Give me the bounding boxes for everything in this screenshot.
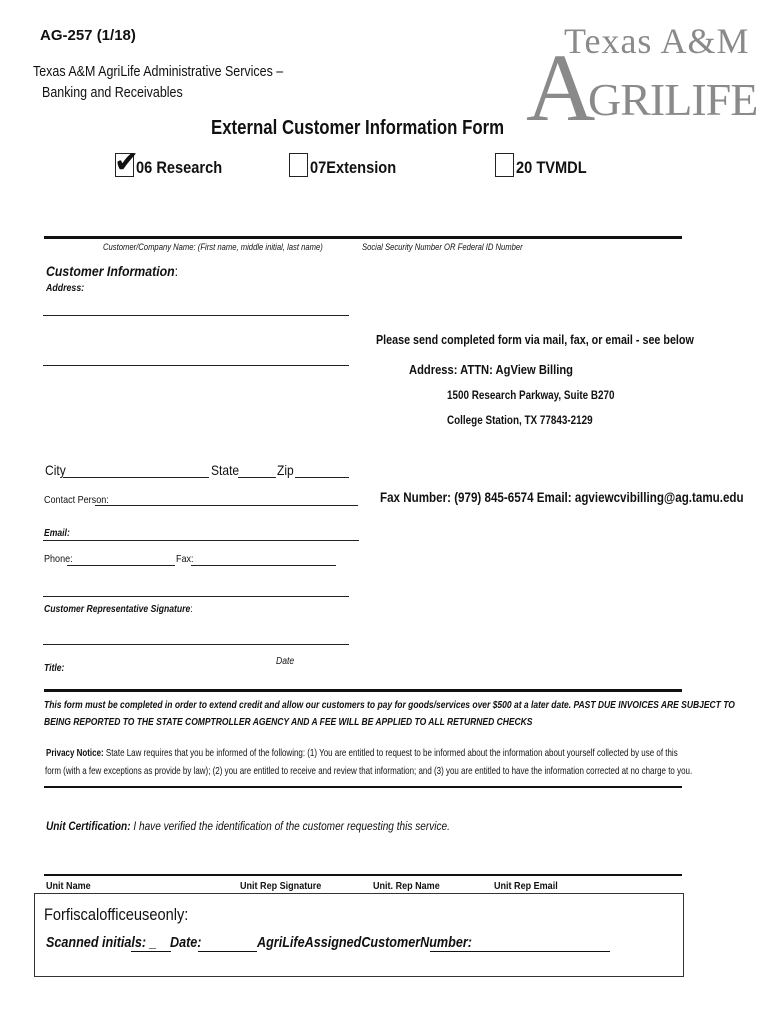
city-field[interactable] [63, 477, 209, 478]
unit-table-top-line [44, 874, 682, 876]
state-label: State [211, 462, 240, 478]
contact-field[interactable] [95, 505, 358, 506]
date-label: Date [276, 656, 295, 667]
checkbox-tvmdl[interactable] [495, 153, 514, 177]
unit-col-name: Unit Name [46, 880, 91, 892]
email-label: Email: [44, 528, 70, 539]
scanned-initials-field[interactable] [131, 951, 171, 952]
fiscal-date-field[interactable] [198, 951, 257, 952]
email-field[interactable] [43, 540, 359, 541]
fax-email-line: Fax Number: (979) 845-6574 Email: agviewcvibilling@ag.tamu.edu [380, 490, 744, 505]
unit-col-signature: Unit Rep Signature [240, 880, 322, 892]
unit-col-rep-email: Unit Rep Email [494, 880, 558, 892]
signature-caption [44, 604, 193, 615]
signature-field[interactable] [43, 644, 349, 645]
signature-colon: : [190, 604, 193, 615]
signature-label: Customer Representative Signature [44, 604, 191, 615]
contact-label: Contact Person: [44, 494, 109, 506]
customer-number-field[interactable] [430, 951, 610, 952]
mail-instruction: Please send completed form via mail, fax, or email - see below [376, 333, 694, 347]
fiscal-date-label: Date: [170, 934, 202, 951]
address-label: Address: [46, 283, 85, 294]
mail-address-line-1: Address: ATTN: AgView Billing [409, 362, 573, 377]
checkbox-extension[interactable] [289, 153, 308, 177]
logo-big-a: A [526, 34, 596, 141]
scanned-initials-label: Scanned initials: _ [46, 934, 157, 951]
mail-address-line-2: 1500 Research Parkway, Suite B270 [447, 390, 615, 402]
customer-info-heading [46, 263, 178, 279]
logo-top-text: Texas A&M [564, 21, 750, 61]
zip-label: Zip [277, 462, 294, 478]
title-label: Title: [44, 663, 65, 674]
dept-label-research: 06 Research [136, 158, 223, 177]
privacy-notice-line-2: form (with a few exceptions as provide by law); (2) you are entitled to receive and review that information; and (3) you are entitled to have the information corrected at no charge to you. [45, 765, 693, 777]
fax-label: Fax: [176, 553, 194, 565]
fax-field[interactable] [191, 565, 336, 566]
signature-line-top[interactable] [43, 596, 349, 597]
credit-notice-line-2: BEING REPORTED TO THE STATE COMPTROLLER AGENCY AND A FEE WILL BE APPLIED TO ALL RETURNED CHECKS [44, 717, 533, 728]
notice-divider [44, 689, 682, 692]
credit-notice-line-1: This form must be completed in order to extend credit and allow our customers to pay for goods/services over $500 at a later date. PAST DUE INVOICES ARE SUBJECT TO [44, 700, 735, 711]
name-line[interactable] [44, 236, 682, 239]
unit-cert-line [46, 819, 450, 833]
zip-field[interactable] [295, 477, 349, 478]
address-line-1[interactable] [43, 315, 349, 316]
dept-label-extension: 07Extension [310, 158, 397, 177]
mail-address-line-3: College Station, TX 77843-2129 [447, 415, 593, 427]
form-number: AG-257 (1/18) [40, 27, 136, 44]
form-title: External Customer Information Form [211, 117, 505, 139]
address-line-2[interactable] [43, 365, 349, 366]
agrilife-logo [526, 20, 758, 141]
name-caption: Customer/Company Name: (First name, middle initial, last name) [103, 242, 323, 252]
unit-cert-label: Unit Certification: [46, 819, 131, 833]
org-line-2: Banking and Receivables [42, 85, 183, 101]
customer-number-label: AgriLifeAssignedCustomerNumber: [257, 934, 472, 951]
dept-label-tvmdl: 20 TVMDL [516, 158, 587, 177]
privacy-divider [44, 786, 682, 788]
ssn-caption: Social Security Number OR Federal ID Number [362, 242, 523, 252]
phone-label: Phone: [44, 553, 73, 565]
customer-info-colon: : [174, 263, 179, 279]
unit-cert-text: I have verified the identification of the customer requesting this service. [130, 819, 450, 833]
logo-bottom-text: GRILIFE [588, 74, 758, 125]
org-line-1: Texas A&M AgriLife Administrative Services – [33, 64, 284, 80]
privacy-text-1: State Law requires that you be informed of the following: (1) You are entitled to request to be informed about the information about yourself collected by use of this [103, 747, 678, 759]
customer-info-title: Customer Information [46, 263, 175, 279]
check-mark-icon: ✔ [114, 145, 140, 180]
unit-col-rep-name: Unit. Rep Name [373, 880, 440, 892]
fiscal-title: Forfiscalofficeuseonly: [44, 905, 189, 924]
privacy-notice-line-1 [46, 747, 678, 759]
state-field[interactable] [238, 477, 276, 478]
phone-field[interactable] [67, 565, 175, 566]
city-label: City [45, 462, 66, 478]
privacy-label: Privacy Notice: [46, 747, 104, 759]
